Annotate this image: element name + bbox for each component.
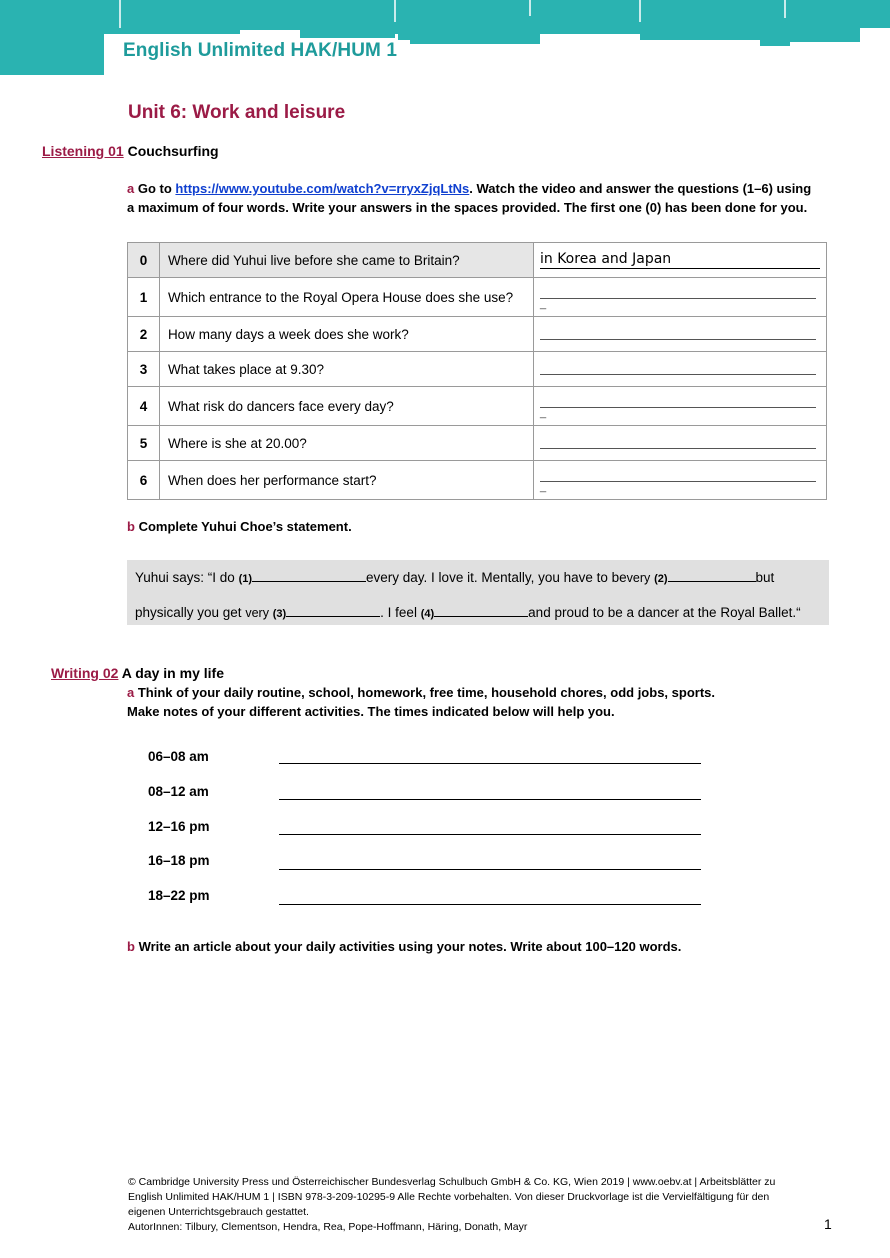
notes-line[interactable] [279, 834, 701, 835]
task-b-text: Write an article about your daily activities using your notes. Write about 100–120 words. [138, 939, 682, 954]
table-row [128, 426, 827, 461]
task-a-pre: Go to [137, 181, 172, 196]
footer-line: AutorInnen: Tilbury, Clementson, Hendra, Rea, Pope-Hoffmann, Häring, Donath, Mayr [128, 1221, 528, 1233]
task-letter: a [127, 181, 135, 196]
answer-example: in Korea and Japan [540, 251, 820, 269]
question-number: 0 [128, 243, 160, 278]
statement-text: very [626, 571, 651, 585]
notes-line[interactable] [279, 904, 701, 905]
question-text: How many days a week does she work? [159, 317, 533, 352]
unit-title: Unit 6: Work and leisure [128, 102, 346, 123]
answer-field[interactable] [533, 461, 826, 500]
question-text: Where did Yuhui live before she came to Britain? [159, 243, 533, 278]
question-text: What takes place at 9.30? [159, 352, 533, 387]
writing-label: Writing 02 [51, 665, 119, 681]
listening-title: Couchsurfing [127, 143, 219, 159]
answer-dash: _ [539, 407, 547, 419]
question-text: When does her performance start? [159, 461, 533, 500]
answer-dash: _ [539, 481, 547, 493]
question-number: 2 [128, 317, 160, 352]
listening-heading [42, 143, 219, 159]
task-letter: b [127, 939, 135, 954]
statement-text: . I feel [380, 605, 417, 620]
question-number: 4 [128, 387, 160, 426]
time-slot-label: 16–18 pm [148, 853, 210, 868]
task-a-post: . Watch the video and answer the questions (1–6) using [469, 181, 812, 196]
task-a-line2: a maximum of four words. Write your answers in the spaces provided. The first one (0) has been done for you. [127, 200, 808, 215]
time-slot-label: 06–08 am [148, 749, 209, 764]
page-number: 1 [824, 1216, 832, 1232]
listening-task-b [127, 517, 352, 536]
answer-field[interactable] [533, 278, 826, 317]
notes-line[interactable] [279, 869, 701, 870]
footer-line: eigenen Unterrichtsgebrauch gestattet. [128, 1206, 309, 1218]
blank-number: (4) [420, 608, 435, 620]
question-text: Where is she at 20.00? [159, 426, 533, 461]
answer-dash: _ [539, 298, 547, 310]
table-row [128, 461, 827, 500]
question-text: What risk do dancers face every day? [159, 387, 533, 426]
footer-copyright [128, 1175, 828, 1235]
header-banner [0, 0, 890, 75]
table-row [128, 278, 827, 317]
statement-text: and proud to be a dancer at the Royal Ballet.“ [528, 605, 801, 620]
statement-text: but [755, 570, 775, 585]
task-letter: b [127, 519, 135, 534]
task-b-text: Complete Yuhui Choe’s statement. [138, 519, 352, 534]
statement-text: Yuhui says: “I do [135, 570, 235, 585]
notes-line[interactable] [279, 799, 701, 800]
question-number: 1 [128, 278, 160, 317]
statement-text: every day. I love it. Mentally, you have to be [366, 570, 627, 585]
question-number: 5 [128, 426, 160, 461]
time-slot-label: 12–16 pm [148, 819, 210, 834]
question-text: Which entrance to the Royal Opera House does she use? [159, 278, 533, 317]
answer-field[interactable] [533, 317, 826, 352]
blank-field[interactable] [668, 569, 756, 582]
statement-line-1 [135, 569, 774, 585]
blank-field[interactable] [286, 604, 380, 617]
writing-title: A day in my life [121, 665, 224, 681]
notes-line[interactable] [279, 763, 701, 764]
table-row [128, 352, 827, 387]
task-a-line1: Think of your daily routine, school, homework, free time, household chores, odd jobs, sports. [137, 685, 715, 700]
brand-title: English Unlimited HAK/HUM 1 [123, 40, 397, 61]
blank-field[interactable] [434, 604, 528, 617]
statement-text: physically you get [135, 605, 242, 620]
footer-line: © Cambridge University Press und Österreichischer Bundesverlag Schulbuch GmbH & Co. KG, Wien 2019 | www.oebv.at | Arbeitsblätter zu [128, 1176, 776, 1188]
table-row [128, 387, 827, 426]
footer-line: English Unlimited HAK/HUM 1 | ISBN 978-3-209-10295-9 Alle Rechte vorbehalten. Von dieser Druckvorlage ist die Vervielfältigung für den [128, 1191, 770, 1203]
writing-task-a [127, 683, 837, 721]
blank-number: (2) [654, 573, 668, 585]
answer-cell [533, 243, 826, 278]
task-a-line2: Make notes of your different activities. The times indicated below will help you. [127, 704, 615, 719]
table-row [128, 243, 827, 278]
blank-number: (3) [272, 608, 287, 620]
time-slot-label: 18–22 pm [148, 888, 210, 903]
question-number: 3 [128, 352, 160, 387]
table-row [128, 317, 827, 352]
writing-task-b [127, 937, 681, 956]
statement-text: very [245, 606, 269, 620]
listening-label: Listening 01 [42, 143, 124, 159]
answer-field[interactable] [533, 387, 826, 426]
task-letter: a [127, 685, 135, 700]
video-link[interactable]: https://www.youtube.com/watch?v=rryxZjqLtNs [175, 181, 470, 196]
answer-field[interactable] [533, 352, 826, 387]
answer-field[interactable] [533, 426, 826, 461]
writing-heading [51, 665, 224, 681]
blank-number: (1) [238, 573, 253, 585]
blank-field[interactable] [252, 569, 366, 582]
statement-box [127, 560, 829, 625]
time-slot-label: 08–12 am [148, 784, 209, 799]
question-number: 6 [128, 461, 160, 500]
question-table [127, 242, 827, 500]
statement-line-2 [135, 604, 801, 620]
listening-task-a [127, 179, 837, 217]
